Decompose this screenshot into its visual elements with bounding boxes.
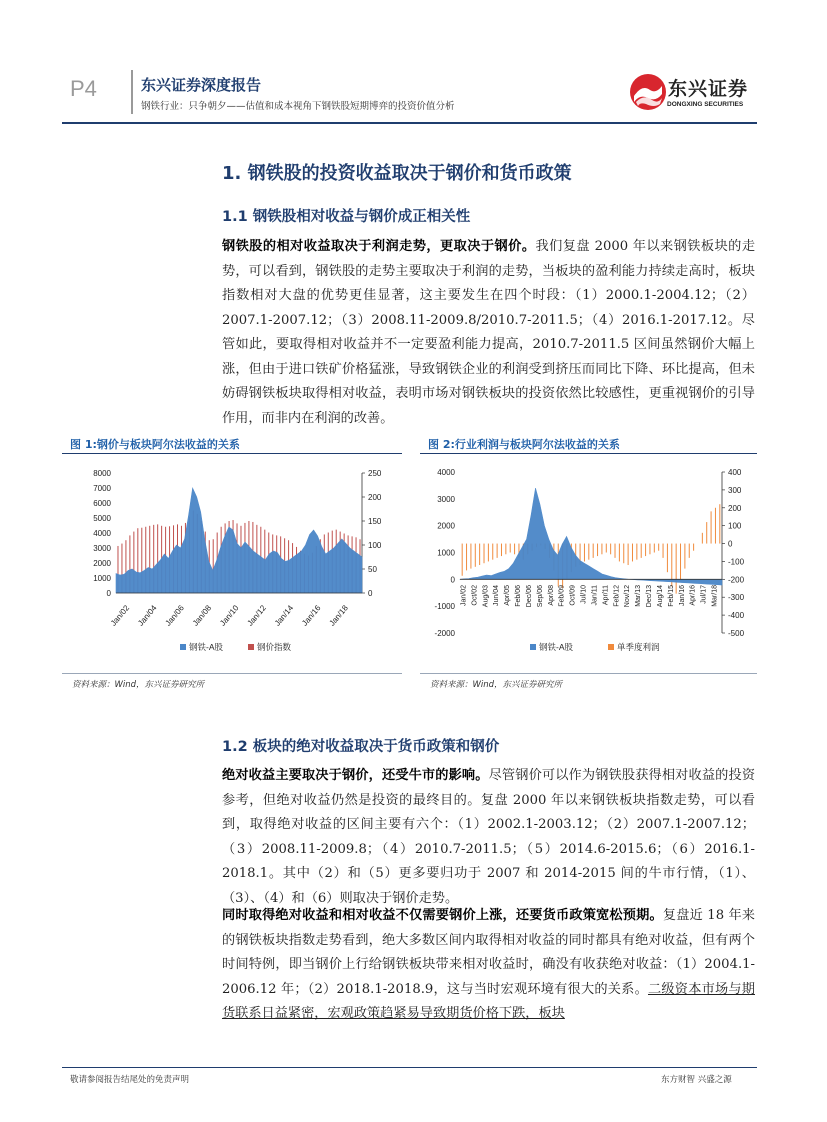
- x-axis-tick: Jan/11: [591, 585, 599, 606]
- right-axis-tick: 300: [728, 485, 742, 495]
- section-title: 1. 钢铁股的投资收益取决于钢价和货币政策: [222, 163, 572, 184]
- figure-2-chart: [420, 458, 757, 667]
- header-rule: [62, 122, 757, 124]
- figure-2-title: 图 2:行业利润与板块阿尔法收益的关系: [428, 438, 620, 451]
- legend-swatch: [248, 644, 254, 650]
- figure-1-source: 资料来源：Wind，东兴证券研究所: [72, 680, 205, 690]
- x-axis-tick: Jan/06: [163, 603, 186, 628]
- right-axis-tick: -200: [728, 575, 745, 585]
- x-axis-tick: Aug/14: [656, 585, 664, 608]
- right-axis-tick: 0: [368, 589, 373, 598]
- subsection-title-1: 1.1 钢铁股相对收益与钢价成正相关性: [222, 209, 471, 225]
- paragraph-1-body: 我们复盘 2000 年以来钢铁板块的走势，可以看到，钢铁股的走势主要取决于利润的走势，当板块的盈利能力持续走高时，板块指数相对大盘的优势更佳显著，这主要发生在四个时段：（1）2000.1-2004.12；（2）2007.1-2007.12；（3）2008.11-2009.8/2010.7-2011.5；（4）2016.1-2017.12。尽管如此，要取得相对收益并不一定要盈利能力提高，2010.7-2011.5 区间虽然钢价大幅上涨，但由于进口铁矿价格猛涨，导致钢铁企业的利润受到挤压而同比下降、环比提高，但未妨碍钢铁板块取得相对收益，表明市场对钢铁板块的投资依然比较感性，更重视钢价的引导作用，而非内在利润的改善。: [222, 239, 756, 426]
- dongxing-logo-icon: [628, 72, 668, 112]
- legend-label: 单季度利润: [617, 642, 660, 652]
- x-axis-tick: Jul/17: [700, 585, 708, 604]
- left-axis-tick: 8000: [93, 469, 111, 478]
- x-axis-tick: Jul/10: [580, 585, 588, 604]
- figure-1-chart: [62, 458, 402, 667]
- x-axis-tick: Jan/12: [245, 603, 268, 628]
- left-axis-tick: 0: [450, 575, 455, 585]
- left-axis-tick: -1000: [434, 602, 455, 612]
- legend-swatch: [530, 644, 536, 650]
- right-axis-tick: 50: [368, 565, 377, 574]
- chart-2-svg: [420, 458, 757, 663]
- x-axis-tick: Mar/18: [711, 585, 719, 607]
- x-axis-tick: Jan/10: [218, 603, 241, 628]
- logo-text-en: DONGXING SECURITIES: [667, 101, 744, 108]
- paragraph-3-body: 复盘近 18 年来的钢铁板块指数走势看到，绝大多数区间内取得相对收益的同时都具有绝对收益，但有两个时间特例，即当钢价上行给钢铁板块带来相对收益时，确没有收获绝对收益：（1）2004.1-2006.12 年；（2）2018.1-2018.9，这与当时宏观环境有很大的关系。: [222, 908, 755, 997]
- left-axis-tick: 1000: [93, 574, 111, 583]
- figure-1-title: 图 1:钢价与板块阿尔法收益的关系: [70, 438, 240, 451]
- figure-1-rule: [62, 453, 402, 454]
- right-axis-tick: 200: [728, 503, 742, 513]
- left-axis-tick: 3000: [437, 494, 455, 504]
- left-axis-tick: 1000: [437, 548, 455, 558]
- x-axis-tick: Dec/06: [525, 585, 533, 608]
- x-axis-tick: Jan/16: [300, 603, 323, 628]
- left-axis-tick: 2000: [437, 521, 455, 531]
- paragraph-3: [222, 904, 755, 1027]
- left-axis-tick: 3000: [93, 544, 111, 553]
- left-axis-tick: 0: [106, 589, 111, 598]
- paragraph-1-lead: 钢铁股的相对收益取决于利润走势，更取决于钢价。: [222, 239, 536, 254]
- header-divider: [131, 70, 133, 114]
- right-axis-tick: 100: [368, 541, 382, 550]
- left-axis-tick: 6000: [93, 499, 111, 508]
- right-axis-tick: 200: [368, 493, 382, 502]
- footer-slogan: 东方财智 兴盛之源: [661, 1075, 732, 1085]
- figure-1-bottom-rule: [62, 673, 402, 674]
- right-axis-tick: 100: [728, 521, 742, 531]
- x-axis-tick: Dec/13: [646, 585, 654, 608]
- footer-rule: [62, 1067, 757, 1068]
- x-axis-tick: Jan/04: [136, 603, 159, 628]
- x-axis-tick: Apr/16: [689, 585, 697, 606]
- chart-1-svg: [62, 458, 402, 663]
- stock-area: [116, 488, 362, 593]
- x-axis-tick: Feb/15: [667, 585, 675, 607]
- right-axis-tick: -400: [728, 611, 745, 621]
- x-axis-tick: Oct/09: [569, 585, 577, 606]
- x-axis-tick: Jun/04: [493, 585, 501, 607]
- x-axis-tick: Sep/06: [536, 585, 544, 608]
- paragraph-3-tail: 二级资本市场与期货联系日益紧密，宏观政策趋紧易导致期货价格下跌，板块: [222, 981, 755, 1021]
- figure-2-source: 资料来源：Wind，东兴证券研究所: [430, 680, 563, 690]
- x-axis-tick: Feb/12: [613, 585, 621, 607]
- left-axis-tick: -2000: [434, 629, 455, 638]
- right-axis-tick: -500: [728, 629, 745, 638]
- page-number: P4: [70, 76, 97, 101]
- subsection-title-2: 1.2 板块的绝对收益取决于货币政策和钢价: [222, 739, 500, 755]
- left-axis-tick: 4000: [437, 468, 455, 477]
- right-axis-tick: 150: [368, 517, 382, 526]
- paragraph-2: [222, 764, 755, 911]
- left-axis-tick: 7000: [93, 484, 111, 493]
- right-axis-tick: 400: [728, 468, 742, 477]
- right-axis-tick: 250: [368, 469, 382, 478]
- left-axis-tick: 2000: [93, 559, 111, 568]
- x-axis-tick: Aug/03: [482, 585, 490, 608]
- x-axis-tick: Oct/02: [471, 585, 479, 606]
- legend-swatch: [180, 644, 186, 650]
- figure-2-bottom-rule: [420, 673, 757, 674]
- right-axis-tick: -100: [728, 557, 745, 567]
- legend-label: 钢价指数: [257, 642, 292, 652]
- left-axis-tick: 4000: [93, 529, 111, 538]
- report-title: 东兴证券深度报告: [141, 76, 262, 94]
- x-axis-tick: Jan/16: [678, 585, 686, 607]
- paragraph-2-body: 尽管钢价可以作为钢铁股获得相对收益的投资参考，但绝对收益仍然是投资的最终目的。复盘 2000 年以来钢铁板块指数走势，可以看到，取得绝对收益的区间主要有六个：（1）2002.1-2003.12；（2）2007.1-2007.12；（3）2008.11-2009.8；（4）2010.7-2011.5；（5）2014.6-2015.6；（6）2016.1-2018.1。其中（2）和（5）更多要归功于 2007 和 2014-2015 间的牛市行情，（1）、（3）、（4）和（6）则取决于钢价走势。: [222, 768, 756, 906]
- logo: [628, 72, 668, 116]
- right-axis-tick: 0: [728, 539, 733, 549]
- x-axis-tick: Mar/13: [635, 585, 643, 607]
- legend-label: 钢铁-A股: [189, 642, 224, 652]
- legend-swatch: [608, 644, 614, 650]
- paragraph-2-lead: 绝对收益主要取决于钢价，还受牛市的影响。: [222, 768, 489, 783]
- x-axis-tick: Apr/11: [602, 585, 610, 606]
- x-axis-tick: Jan/02: [108, 603, 132, 628]
- paragraph-3-lead: 同时取得绝对收益和相对收益不仅需要钢价上涨，还要货币政策宽松预期。: [222, 908, 663, 923]
- x-axis-tick: Jan/18: [327, 603, 350, 628]
- stock-area: [460, 488, 722, 585]
- x-axis-tick: Jan/02: [460, 585, 468, 607]
- footer-disclaimer: 敬请参阅报告结尾处的免责声明: [70, 1075, 190, 1085]
- right-axis-tick: -300: [728, 593, 745, 603]
- x-axis-tick: Feb/06: [515, 585, 523, 607]
- x-axis-tick: Feb/09: [558, 585, 566, 607]
- x-axis-tick: Apr/05: [504, 585, 512, 606]
- x-axis-tick: Jan/14: [272, 603, 296, 628]
- legend-label: 钢铁-A股: [539, 642, 574, 652]
- x-axis-tick: Nov/12: [624, 585, 632, 608]
- logo-text-cn: 东兴证券: [668, 78, 749, 100]
- x-axis-tick: Apr/08: [547, 585, 555, 606]
- x-axis-tick: Jan/08: [190, 603, 214, 628]
- paragraph-1: [222, 235, 755, 431]
- report-subtitle: 钢铁行业：只争朝夕——估值和成本视角下钢铁股短期博弈的投资价值分析: [141, 101, 455, 112]
- figure-2-rule: [420, 453, 757, 454]
- left-axis-tick: 5000: [93, 514, 111, 523]
